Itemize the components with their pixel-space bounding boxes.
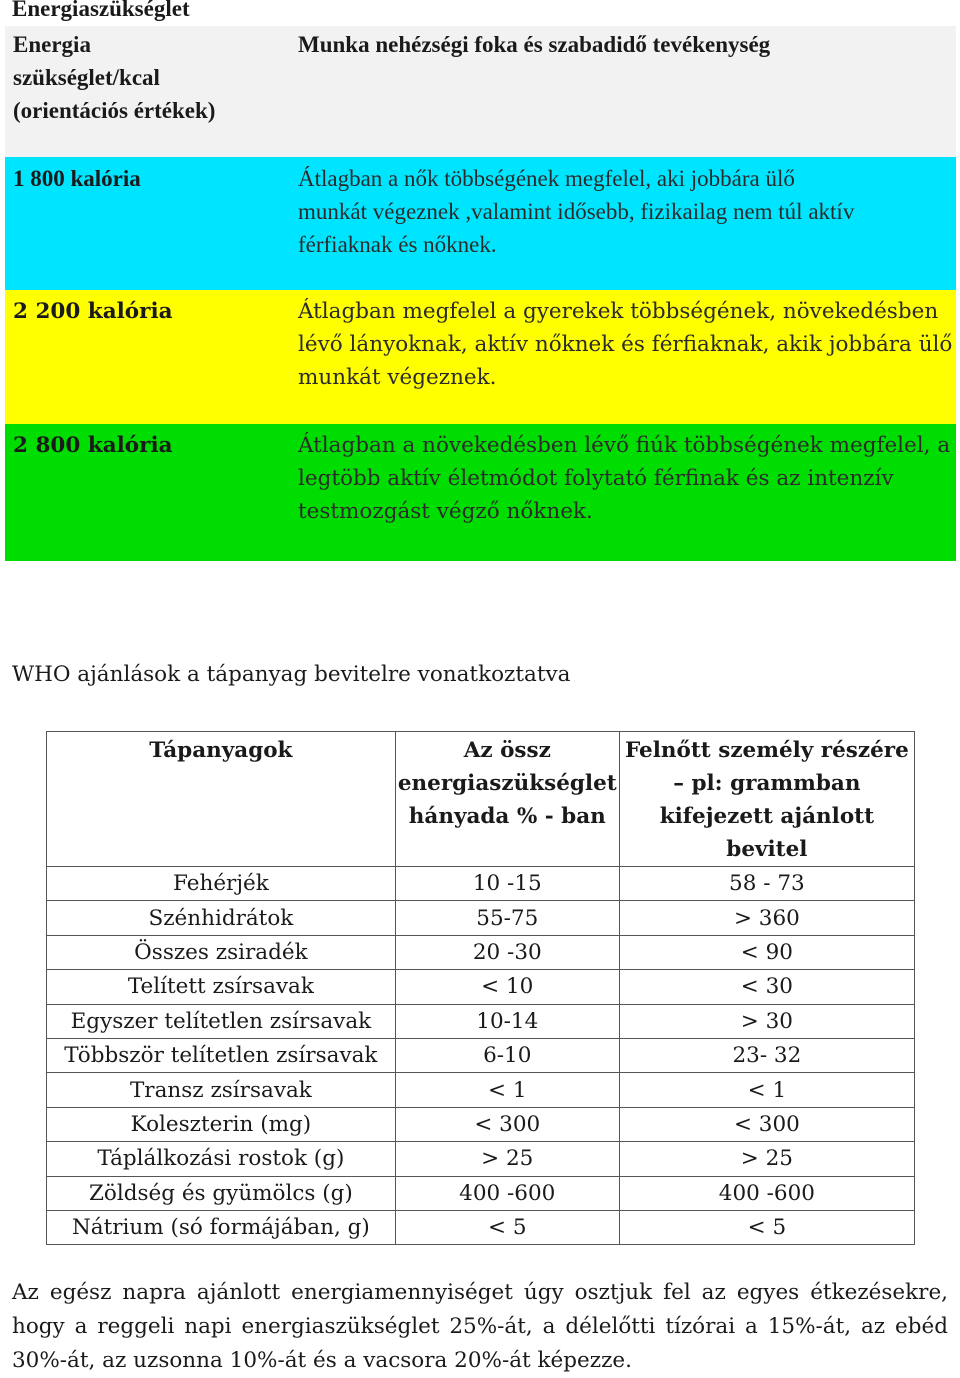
energy-percent: > 25 xyxy=(395,1142,619,1176)
description-line: testmozgást végző nőknek. xyxy=(298,499,593,524)
recommended-intake: < 300 xyxy=(619,1107,914,1141)
energy-percent: 10 -15 xyxy=(395,867,619,901)
table-row xyxy=(47,1176,915,1210)
calorie-value: 2 800 kalória xyxy=(13,433,173,458)
calorie-value: 2 200 kalória xyxy=(13,299,173,324)
recommended-intake: 23- 32 xyxy=(619,1038,914,1072)
energy-header-line: (orientációs értékek) xyxy=(13,98,216,123)
energy-percent: < 10 xyxy=(395,970,619,1004)
table-row xyxy=(47,970,915,1004)
energy-header-line: Energia xyxy=(13,32,91,57)
description-line: Átlagban megfelel a gyerekek többségének, növekedésben xyxy=(298,299,939,324)
energy-percent: < 300 xyxy=(395,1107,619,1141)
header-line: hányada % - ban xyxy=(408,804,606,829)
energy-header-col1 xyxy=(5,26,290,157)
activity-description xyxy=(290,157,956,290)
table-row xyxy=(47,1004,915,1038)
energy-table-header xyxy=(5,26,956,157)
energy-header-col2: Munka nehézségi foka és szabadidő tevékenység xyxy=(298,32,771,57)
recommended-intake: 58 - 73 xyxy=(619,867,914,901)
who-table-body xyxy=(47,867,915,1245)
nutrient-name: Zöldség és gyümölcs (g) xyxy=(47,1176,396,1210)
recommended-intake: > 25 xyxy=(619,1142,914,1176)
who-nutrient-table xyxy=(46,731,915,1245)
energy-header-line: szükséglet/kcal xyxy=(13,65,160,90)
energy-row-2800 xyxy=(5,424,956,561)
energy-percent: 6-10 xyxy=(395,1038,619,1072)
energy-row-2200 xyxy=(5,290,956,424)
table-row xyxy=(47,901,915,935)
calorie-value: 1 800 kalória xyxy=(13,166,141,191)
table-row xyxy=(47,1073,915,1107)
nutrient-name: Többször telítetlen zsírsavak xyxy=(47,1038,396,1072)
description-line: lévő lányoknak, aktív nőknek és férfiaknak, akik jobbára ülő xyxy=(298,332,953,357)
recommended-intake: > 30 xyxy=(619,1004,914,1038)
energy-percent: 10-14 xyxy=(395,1004,619,1038)
header-line: kifejezett ajánlott xyxy=(659,804,875,829)
table-row xyxy=(47,1107,915,1141)
header-line: energiaszükséglet xyxy=(397,771,617,796)
header-adult-grams xyxy=(619,732,914,867)
nutrient-name: Koleszterin (mg) xyxy=(47,1107,396,1141)
description-line: legtöbb aktív életmódot folytató férfinak és az intenzív xyxy=(298,466,894,491)
table-row xyxy=(47,1210,915,1244)
activity-description xyxy=(290,290,956,424)
table-row xyxy=(47,1038,915,1072)
header-energy-percent xyxy=(395,732,619,867)
who-heading: WHO ajánlások a tápanyag bevitelre vonatkoztatva xyxy=(12,662,571,687)
energy-row-1800 xyxy=(5,157,956,290)
table-row xyxy=(47,867,915,901)
energy-percent: 20 -30 xyxy=(395,935,619,969)
page-title: Energiaszükséglet xyxy=(12,0,190,21)
nutrient-name: Fehérjék xyxy=(47,867,396,901)
header-line: bevitel xyxy=(726,837,808,862)
nutrient-name: Telített zsírsavak xyxy=(47,970,396,1004)
energy-requirement-table xyxy=(5,26,956,561)
table-row xyxy=(47,935,915,969)
description-line: Átlagban a nők többségének megfelel, aki jobbára ülő xyxy=(298,166,795,191)
energy-percent: < 5 xyxy=(395,1210,619,1244)
header-line: Felnőtt személy részére xyxy=(624,738,909,763)
recommended-intake: 400 -600 xyxy=(619,1176,914,1210)
description-line: Átlagban a növekedésben lévő fiúk többségének megfelel, a xyxy=(298,433,951,458)
who-table-header xyxy=(47,732,915,867)
recommended-intake: < 90 xyxy=(619,935,914,969)
description-line: munkát végeznek ,valamint idősebb, fizikailag nem túl aktív xyxy=(298,199,855,224)
activity-description xyxy=(290,424,956,561)
recommended-intake: < 5 xyxy=(619,1210,914,1244)
energy-percent: 400 -600 xyxy=(395,1176,619,1210)
description-line: férfiaknak és nőknek. xyxy=(298,232,497,257)
meal-distribution-note: Az egész napra ajánlott energiamennyiséget úgy osztjuk fel az egyes étkezésekre, hogy a reggeli napi energiaszükséglet 25%-át, a délelőtti tízórai a 15%-át, az ebéd 30%-át, az uzsonna 10%-át és a vacsora 20%-át képezze. xyxy=(12,1280,948,1373)
nutrient-name: Egyszer telítetlen zsírsavak xyxy=(47,1004,396,1038)
nutrient-name: Transz zsírsavak xyxy=(47,1073,396,1107)
recommended-intake: < 30 xyxy=(619,970,914,1004)
nutrient-name: Nátrium (só formájában, g) xyxy=(47,1210,396,1244)
header-line: Az össz xyxy=(463,738,551,763)
recommended-intake: < 1 xyxy=(619,1073,914,1107)
header-nutrients: Tápanyagok xyxy=(47,732,396,867)
energy-percent: < 1 xyxy=(395,1073,619,1107)
nutrient-name: Táplálkozási rostok (g) xyxy=(47,1142,396,1176)
energy-percent: 55-75 xyxy=(395,901,619,935)
table-row xyxy=(47,1142,915,1176)
recommended-intake: > 360 xyxy=(619,901,914,935)
nutrient-name: Szénhidrátok xyxy=(47,901,396,935)
nutrient-name: Összes zsiradék xyxy=(47,935,396,969)
header-line: – pl: grammban xyxy=(673,771,861,796)
description-line: munkát végeznek. xyxy=(298,365,497,390)
